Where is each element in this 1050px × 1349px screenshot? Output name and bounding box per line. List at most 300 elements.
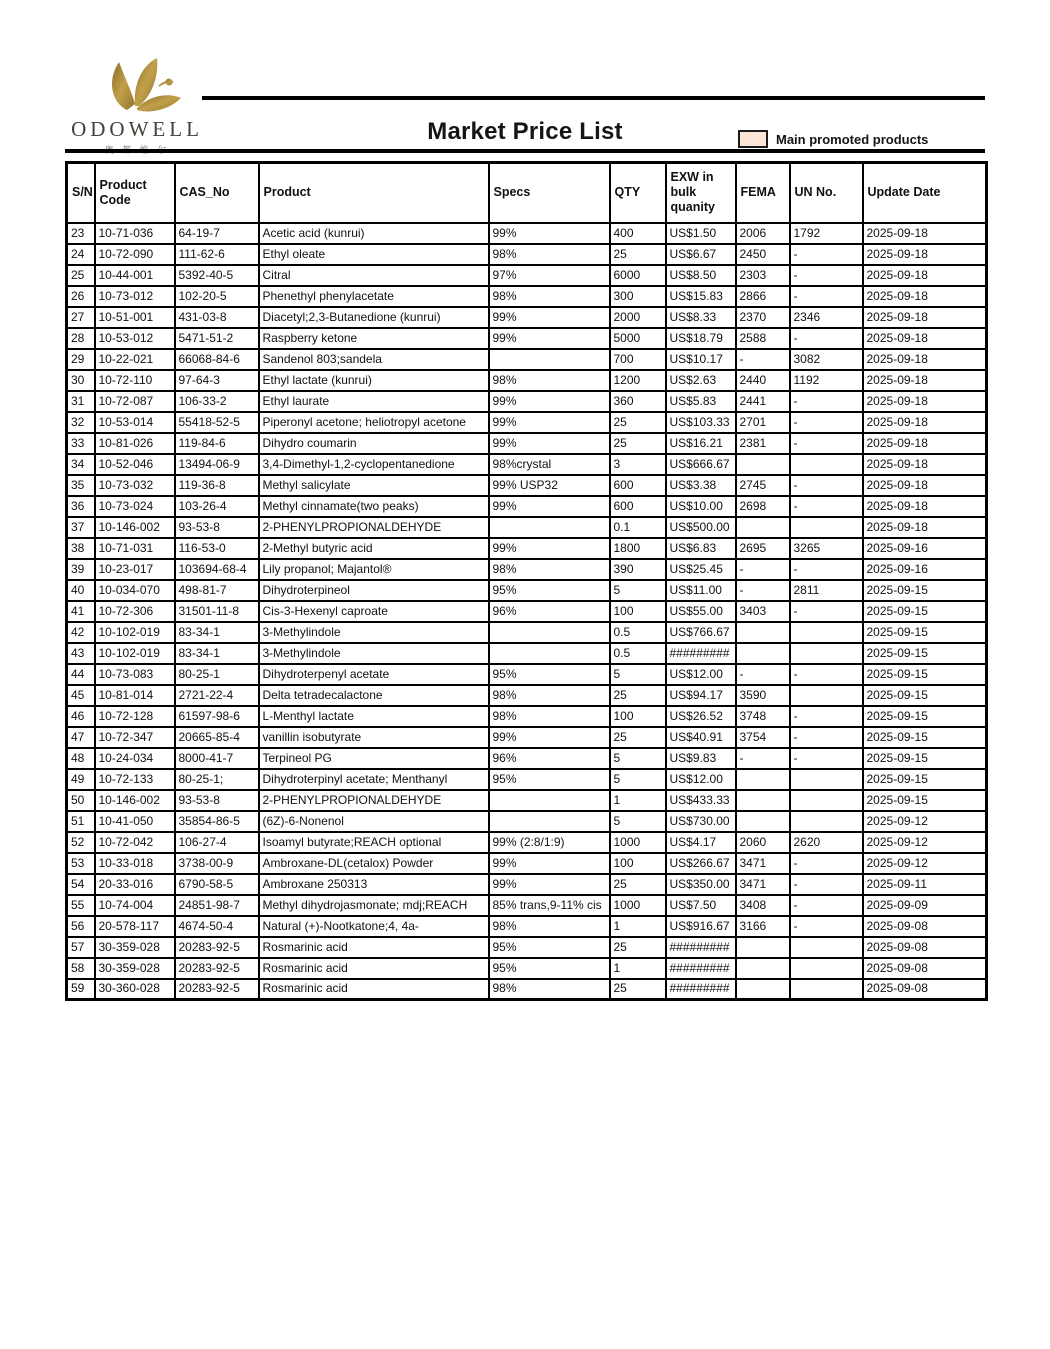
cell-sn: 45 [67,685,95,706]
cell-qty: 25 [610,433,666,454]
cell-update-date: 2025-09-16 [863,538,987,559]
cell-product-code: 10-41-050 [95,811,175,832]
cell-exw: US$16.21 [666,433,736,454]
col-header-update-date: Update Date [863,163,987,223]
cell-update-date: 2025-09-15 [863,748,987,769]
cell-fema: - [736,580,790,601]
cell-specs: 95% [489,664,610,685]
cell-qty: 700 [610,349,666,370]
cell-cas-no: 6790-58-5 [175,874,259,895]
cell-update-date: 2025-09-18 [863,349,987,370]
cell-product-code: 10-034-070 [95,580,175,601]
cell-fema [736,958,790,979]
cell-product: Methyl cinnamate(two peaks) [259,496,489,517]
cell-product-code: 10-72-110 [95,370,175,391]
cell-exw: US$15.83 [666,286,736,307]
title-rule [65,149,985,153]
cell-un-no [790,769,863,790]
cell-fema: 2440 [736,370,790,391]
cell-cas-no: 66068-84-6 [175,349,259,370]
cell-qty: 5 [610,811,666,832]
cell-product-code: 10-23-017 [95,559,175,580]
table-row [67,706,987,727]
cell-qty: 1000 [610,895,666,916]
cell-fema: 3166 [736,916,790,937]
cell-cas-no: 64-19-7 [175,223,259,244]
cell-product: vanillin isobutyrate [259,727,489,748]
cell-product-code: 10-72-306 [95,601,175,622]
cell-product: Rosmarinic acid [259,979,489,1000]
cell-sn: 59 [67,979,95,1000]
cell-un-no [790,685,863,706]
cell-update-date: 2025-09-15 [863,685,987,706]
cell-qty: 5 [610,664,666,685]
cell-specs: 99% [489,433,610,454]
cell-product-code: 10-33-018 [95,853,175,874]
cell-qty: 5000 [610,328,666,349]
cell-product: Acetic acid (kunrui) [259,223,489,244]
table-row [67,664,987,685]
cell-un-no: - [790,286,863,307]
cell-fema: 2441 [736,391,790,412]
cell-product: Sandenol 803;sandela [259,349,489,370]
cell-specs [489,811,610,832]
cell-specs [489,790,610,811]
cell-update-date: 2025-09-18 [863,223,987,244]
cell-exw: US$8.33 [666,307,736,328]
col-header-un-no: UN No. [790,163,863,223]
cell-qty: 360 [610,391,666,412]
cell-fema: 2701 [736,412,790,433]
cell-sn: 29 [67,349,95,370]
table-row [67,979,987,1000]
cell-specs [489,622,610,643]
cell-sn: 30 [67,370,95,391]
cell-product-code: 10-72-042 [95,832,175,853]
cell-un-no [790,643,863,664]
cell-specs: 99% USP32 [489,475,610,496]
cell-product: 3,4-Dimethyl-1,2-cyclopentanedione [259,454,489,475]
cell-sn: 24 [67,244,95,265]
cell-qty: 1 [610,790,666,811]
cell-update-date: 2025-09-15 [863,601,987,622]
table-row [67,622,987,643]
cell-cas-no: 83-34-1 [175,643,259,664]
cell-specs [489,517,610,538]
cell-un-no: - [790,601,863,622]
cell-exw: US$766.67 [666,622,736,643]
cell-sn: 44 [67,664,95,685]
cell-specs: 95% [489,958,610,979]
cell-un-no [790,958,863,979]
cell-sn: 34 [67,454,95,475]
cell-update-date: 2025-09-18 [863,265,987,286]
cell-sn: 40 [67,580,95,601]
cell-un-no: - [790,559,863,580]
cell-exw: ######### [666,937,736,958]
cell-specs: 98% [489,916,610,937]
cell-product-code: 10-52-046 [95,454,175,475]
col-header-exw: EXW in bulk quanity [666,163,736,223]
cell-un-no: 2620 [790,832,863,853]
cell-cas-no: 55418-52-5 [175,412,259,433]
cell-update-date: 2025-09-15 [863,706,987,727]
table-row [67,643,987,664]
cell-update-date: 2025-09-18 [863,412,987,433]
cell-fema: - [736,559,790,580]
col-header-product-code: Product Code [95,163,175,223]
cell-sn: 52 [67,832,95,853]
cell-un-no [790,622,863,643]
cell-exw: US$916.67 [666,916,736,937]
cell-product: Dihydro coumarin [259,433,489,454]
cell-un-no: 1192 [790,370,863,391]
cell-exw: US$8.50 [666,265,736,286]
cell-exw: ######### [666,979,736,1000]
cell-un-no: - [790,853,863,874]
legend-label: Main promoted products [776,131,929,147]
cell-update-date: 2025-09-18 [863,286,987,307]
cell-product-code: 10-73-012 [95,286,175,307]
promoted-swatch [738,130,768,148]
cell-product: Methyl salicylate [259,475,489,496]
company-logo [62,52,212,156]
cell-exw: US$730.00 [666,811,736,832]
cell-fema: 2060 [736,832,790,853]
cell-fema: 2303 [736,265,790,286]
cell-product: 2-Methyl butyric acid [259,538,489,559]
cell-product-code: 10-24-034 [95,748,175,769]
cell-specs [489,643,610,664]
table-row [67,580,987,601]
cell-specs: 98%crystal [489,454,610,475]
cell-specs: 98% [489,559,610,580]
cell-update-date: 2025-09-08 [863,916,987,937]
cell-update-date: 2025-09-16 [863,559,987,580]
cell-product: Rosmarinic acid [259,958,489,979]
cell-sn: 32 [67,412,95,433]
cell-update-date: 2025-09-08 [863,937,987,958]
cell-cas-no: 20283-92-5 [175,979,259,1000]
cell-un-no: - [790,496,863,517]
cell-product: Ethyl oleate [259,244,489,265]
cell-sn: 57 [67,937,95,958]
cell-exw: US$500.00 [666,517,736,538]
cell-qty: 25 [610,244,666,265]
cell-sn: 48 [67,748,95,769]
cell-specs: 99% [489,874,610,895]
cell-sn: 26 [67,286,95,307]
cell-sn: 33 [67,433,95,454]
cell-specs: 96% [489,601,610,622]
cell-product-code: 10-81-026 [95,433,175,454]
cell-cas-no: 103-26-4 [175,496,259,517]
table-row [67,496,987,517]
cell-product-code: 10-74-004 [95,895,175,916]
cell-cas-no: 102-20-5 [175,286,259,307]
table-row [67,601,987,622]
cell-fema: 3403 [736,601,790,622]
cell-product: Ethyl laurate [259,391,489,412]
cell-cas-no: 20283-92-5 [175,937,259,958]
cell-un-no: 3082 [790,349,863,370]
cell-specs [489,349,610,370]
cell-qty: 600 [610,475,666,496]
cell-exw: US$2.63 [666,370,736,391]
cell-update-date: 2025-09-15 [863,622,987,643]
cell-fema: 2695 [736,538,790,559]
cell-fema: 2006 [736,223,790,244]
cell-qty: 1800 [610,538,666,559]
cell-specs: 95% [489,769,610,790]
header-rule [202,96,985,100]
cell-sn: 31 [67,391,95,412]
cell-product-code: 10-72-090 [95,244,175,265]
cell-update-date: 2025-09-08 [863,958,987,979]
cell-cas-no: 80-25-1; [175,769,259,790]
cell-specs: 97% [489,265,610,286]
table-row [67,727,987,748]
cell-qty: 600 [610,496,666,517]
cell-qty: 5 [610,748,666,769]
cell-specs: 95% [489,580,610,601]
cell-cas-no: 5392-40-5 [175,265,259,286]
cell-cas-no: 80-25-1 [175,664,259,685]
col-header-product: Product [259,163,489,223]
cell-specs: 95% [489,937,610,958]
page-title: Market Price List [427,118,623,145]
cell-exw: US$6.67 [666,244,736,265]
cell-specs: 99% [489,307,610,328]
cell-product: Raspberry ketone [259,328,489,349]
cell-product: 3-Methylindole [259,622,489,643]
col-header-sn: S/N [67,163,95,223]
cell-specs: 98% [489,706,610,727]
cell-specs: 85% trans,9-11% cis [489,895,610,916]
cell-product-code: 10-146-002 [95,790,175,811]
table-row [67,475,987,496]
table-row [67,307,987,328]
cell-exw: US$433.33 [666,790,736,811]
cell-fema: 2370 [736,307,790,328]
cell-product: Lily propanol; Majantol® [259,559,489,580]
cell-exw: ######### [666,643,736,664]
table-row [67,832,987,853]
cell-qty: 2000 [610,307,666,328]
cell-cas-no: 31501-11-8 [175,601,259,622]
cell-product-code: 10-81-014 [95,685,175,706]
cell-exw: ######### [666,958,736,979]
cell-sn: 43 [67,643,95,664]
cell-cas-no: 498-81-7 [175,580,259,601]
cell-un-no [790,454,863,475]
table-row [67,937,987,958]
cell-exw: US$7.50 [666,895,736,916]
cell-qty: 25 [610,412,666,433]
brand-name: ODOWELL [71,117,203,141]
cell-qty: 400 [610,223,666,244]
cell-update-date: 2025-09-18 [863,454,987,475]
cell-un-no: - [790,328,863,349]
cell-fema: 3408 [736,895,790,916]
cell-sn: 50 [67,790,95,811]
cell-specs: 99% [489,853,610,874]
cell-sn: 58 [67,958,95,979]
table-row [67,349,987,370]
cell-un-no [790,517,863,538]
cell-cas-no: 93-53-8 [175,517,259,538]
cell-product: Ambroxane-DL(cetalox) Powder [259,853,489,874]
table-row [67,223,987,244]
cell-exw: US$6.83 [666,538,736,559]
cell-product-code: 10-73-083 [95,664,175,685]
cell-fema [736,622,790,643]
cell-un-no: 2811 [790,580,863,601]
cell-cas-no: 13494-06-9 [175,454,259,475]
table-row [67,454,987,475]
cell-product: 2-PHENYLPROPIONALDEHYDE [259,517,489,538]
cell-cas-no: 35854-86-5 [175,811,259,832]
cell-product: Piperonyl acetone; heliotropyl acetone [259,412,489,433]
cell-product-code: 10-44-001 [95,265,175,286]
table-row [67,811,987,832]
cell-fema: 2450 [736,244,790,265]
cell-un-no: - [790,664,863,685]
cell-product-code: 30-359-028 [95,958,175,979]
cell-product: (6Z)-6-Nonenol [259,811,489,832]
cell-specs: 99% [489,496,610,517]
cell-cas-no: 119-36-8 [175,475,259,496]
cell-exw: US$26.52 [666,706,736,727]
cell-update-date: 2025-09-15 [863,580,987,601]
cell-specs: 98% [489,370,610,391]
cell-update-date: 2025-09-15 [863,790,987,811]
cell-product-code: 10-71-031 [95,538,175,559]
cell-product-code: 20-578-117 [95,916,175,937]
cell-fema: 2866 [736,286,790,307]
cell-un-no: - [790,916,863,937]
cell-fema [736,517,790,538]
cell-sn: 54 [67,874,95,895]
cell-un-no: - [790,475,863,496]
cell-qty: 25 [610,874,666,895]
cell-cas-no: 3738-00-9 [175,853,259,874]
cell-exw: US$11.00 [666,580,736,601]
cell-exw: US$94.17 [666,685,736,706]
cell-exw: US$4.17 [666,832,736,853]
cell-product: Terpineol PG [259,748,489,769]
cell-exw: US$25.45 [666,559,736,580]
cell-fema: 2588 [736,328,790,349]
cell-product: Phenethyl phenylacetate [259,286,489,307]
cell-product: Dihydroterpenyl acetate [259,664,489,685]
cell-product: Rosmarinic acid [259,937,489,958]
cell-product: 3-Methylindole [259,643,489,664]
cell-qty: 25 [610,937,666,958]
table-row [67,412,987,433]
cell-cas-no: 431-03-8 [175,307,259,328]
cell-un-no [790,937,863,958]
cell-exw: US$1.50 [666,223,736,244]
cell-exw: US$666.67 [666,454,736,475]
cell-fema [736,790,790,811]
cell-un-no [790,790,863,811]
col-header-fema: FEMA [736,163,790,223]
cell-sn: 51 [67,811,95,832]
cell-exw: US$350.00 [666,874,736,895]
cell-product: Isoamyl butyrate;REACH optional [259,832,489,853]
cell-exw: US$103.33 [666,412,736,433]
cell-sn: 27 [67,307,95,328]
cell-cas-no: 111-62-6 [175,244,259,265]
cell-cas-no: 93-53-8 [175,790,259,811]
cell-product-code: 10-72-128 [95,706,175,727]
table-row [67,265,987,286]
cell-un-no: - [790,748,863,769]
cell-cas-no: 5471-51-2 [175,328,259,349]
cell-update-date: 2025-09-18 [863,433,987,454]
table-row [67,769,987,790]
cell-cas-no: 8000-41-7 [175,748,259,769]
cell-cas-no: 20283-92-5 [175,958,259,979]
cell-update-date: 2025-09-15 [863,643,987,664]
cell-exw: US$12.00 [666,769,736,790]
cell-qty: 25 [610,727,666,748]
cell-product: Diacetyl;2,3-Butanedione (kunrui) [259,307,489,328]
cell-product-code: 10-72-347 [95,727,175,748]
cell-update-date: 2025-09-12 [863,853,987,874]
cell-sn: 25 [67,265,95,286]
cell-specs: 99% [489,727,610,748]
cell-fema [736,979,790,1000]
cell-qty: 0.5 [610,643,666,664]
cell-product-code: 10-102-019 [95,622,175,643]
cell-qty: 100 [610,706,666,727]
cell-qty: 25 [610,685,666,706]
cell-cas-no: 2721-22-4 [175,685,259,706]
cell-sn: 23 [67,223,95,244]
table-row [67,874,987,895]
cell-product: Citral [259,265,489,286]
cell-cas-no: 61597-98-6 [175,706,259,727]
cell-product-code: 10-71-036 [95,223,175,244]
cell-qty: 390 [610,559,666,580]
table-row [67,895,987,916]
cell-un-no: - [790,706,863,727]
cell-sn: 55 [67,895,95,916]
cell-specs: 99% [489,391,610,412]
cell-product-code: 10-53-012 [95,328,175,349]
cell-specs: 99% (2:8/1:9) [489,832,610,853]
cell-un-no: - [790,244,863,265]
cell-update-date: 2025-09-18 [863,391,987,412]
cell-product: Cis-3-Hexenyl caproate [259,601,489,622]
cell-specs: 96% [489,748,610,769]
cell-fema: 3471 [736,853,790,874]
cell-exw: US$266.67 [666,853,736,874]
price-table [65,161,988,1001]
cell-product: 2-PHENYLPROPIONALDEHYDE [259,790,489,811]
cell-specs: 98% [489,244,610,265]
cell-cas-no: 97-64-3 [175,370,259,391]
cell-qty: 1200 [610,370,666,391]
cell-exw: US$3.38 [666,475,736,496]
cell-product-code: 10-73-024 [95,496,175,517]
cell-product: Ethyl lactate (kunrui) [259,370,489,391]
cell-update-date: 2025-09-15 [863,664,987,685]
col-header-specs: Specs [489,163,610,223]
cell-product: Ambroxane 250313 [259,874,489,895]
